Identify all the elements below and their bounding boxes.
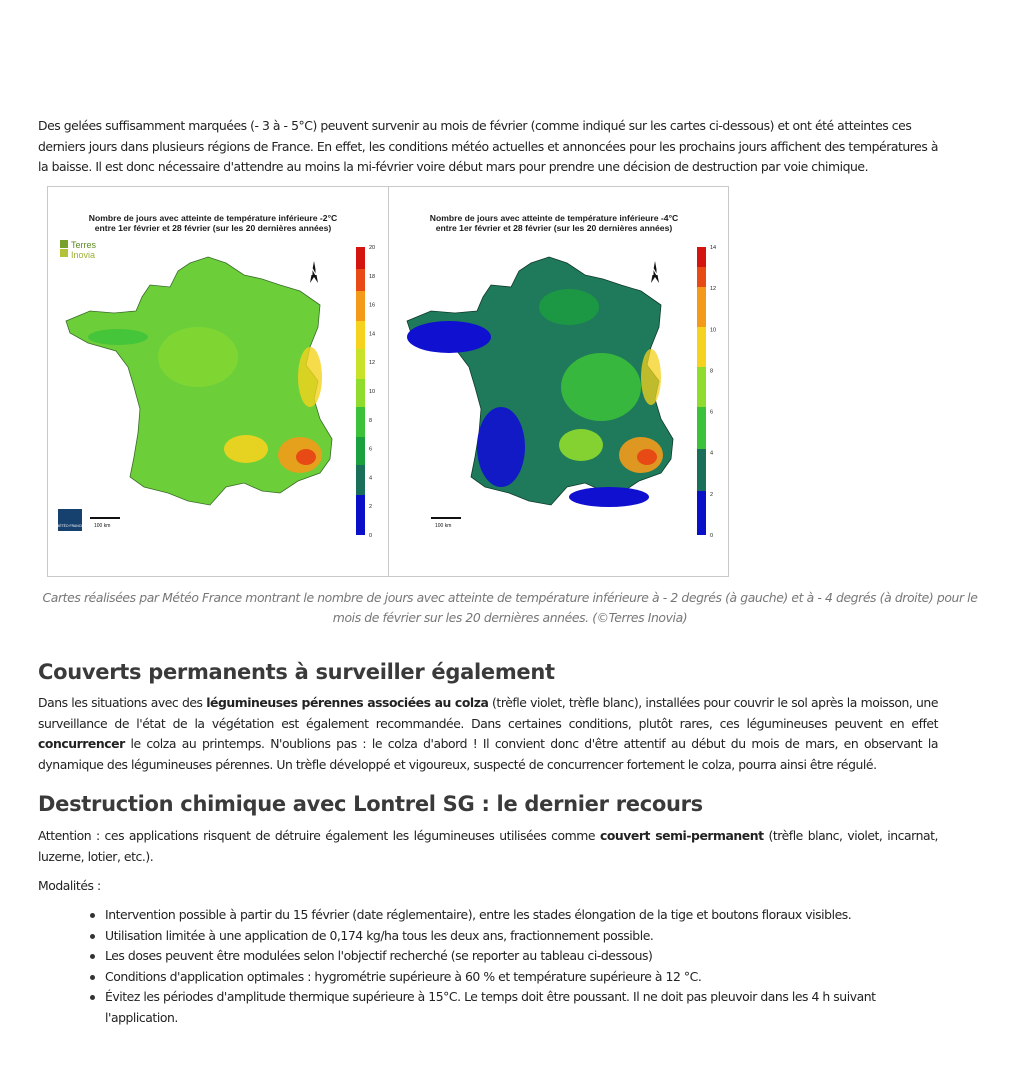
map-title-left-line1: Nombre de jours avec atteinte de température inférieure -2°C: [88, 213, 338, 223]
legend-tick-label: 6: [710, 409, 714, 416]
legend-tick-label: 18: [369, 273, 376, 280]
legend-bar-right: [697, 247, 706, 535]
legend-ticks-left: [369, 245, 375, 539]
map-title-left-line2: entre 1er février et 28 février (sur les 20 dernières années): [94, 223, 332, 233]
text-span: (trèfle violet, trèfle blanc), installées pour couvrir le sol après la moisson, une surveillance de l'état de la végétation est également recommandée. Dans certaines conditions, plutôt rares, ces légumineuses peuvent en effet: [38, 695, 939, 731]
heading-destruction-chimique: Destruction chimique avec Lontrel SG : le dernier recours: [38, 792, 703, 816]
text-span: le colza au printemps. N'oublions pas : le colza d'abord ! Il convient donc d'être attentif au début du mois de mars, en observant la dynamique des légumineuses pérennes. Un trèfle développé et vigoureux, suspecté de concurrencer fortement le colza, pourra ainsi être régulé.: [38, 736, 938, 772]
legend-tick-label: 2: [369, 504, 373, 511]
map-left-graphic: [48, 187, 387, 576]
scale-label-left: 100 km: [94, 523, 111, 529]
list-item: Les doses peuvent être modulées selon l'objectif recherché (se reporter au tableau ci-dessous): [88, 946, 888, 967]
legend-tick-label: 8: [369, 417, 373, 424]
map-right-zone-southwest: [477, 407, 525, 487]
modalites-list: [88, 905, 888, 1028]
map-left-zone-jura: [298, 347, 322, 407]
map-left-zone-massif: [224, 435, 268, 463]
legend-tick-label: 6: [369, 446, 373, 453]
figure-caption: Cartes réalisées par Météo France montrant le nombre de jours avec atteinte de température inférieure à - 2 degrés (à gauche) et à - 4 degrés (à droite) pour le mois de février sur les 20 dernières années. (©Terres Inovia): [42, 590, 978, 625]
map-right-zone-massif: [559, 429, 603, 461]
legend-tick-label: 12: [369, 360, 376, 367]
legend-tick-label: 16: [369, 302, 376, 309]
legend-tick-label: 8: [710, 368, 714, 375]
legend-ticks-right: [710, 245, 716, 539]
legend-tick-label: 12: [710, 286, 717, 293]
intro-paragraph: Des gelées suffisamment marquées (- 3 à - 5°C) peuvent survenir au mois de février (comme indiqué sur les cartes ci-dessous) et ont été atteintes ces derniers jours dans plusieurs régions de France. En effet, les conditions météo actuelles et annoncées pour les prochains jours affichent des températures à la baisse. Il est donc nécessaire d'attendre au moins la mi-février voire début mars pour prendre une décision de destruction par voie chimique.: [38, 118, 938, 174]
map-right-zone-east: [561, 353, 641, 421]
bold-span: concurrencer: [38, 736, 125, 751]
meteo-france-logo: [57, 509, 85, 531]
heading-couverts-permanents: Couverts permanents à surveiller également: [38, 660, 555, 684]
north-arrow-icon-left: [310, 261, 318, 283]
list-item: Utilisation limitée à une application de 0,174 kg/ha tous les deux ans, fractionnement possible.: [88, 926, 888, 947]
legend-tick-label: 10: [369, 389, 376, 395]
legend-tick-label: 10: [710, 327, 717, 334]
map-panel-right: [388, 187, 728, 576]
scale-label-right: 100 km: [435, 523, 452, 529]
list-item: Intervention possible à partir du 15 février (date réglementaire), entre les stades élongation de la tige et boutons floraux visibles.: [88, 905, 888, 926]
north-label-right: N: [651, 267, 659, 277]
map-right-zone-south-coast: [569, 487, 649, 507]
map-panel-left: [48, 187, 387, 576]
map-right-graphic: [389, 187, 728, 576]
paragraph-attention: [38, 826, 938, 867]
meteo-france-logo-text: MÉTÉO FRANCE: [56, 524, 84, 528]
north-arrow-icon-right: [651, 261, 659, 283]
list-item: Évitez les périodes d'amplitude thermique supérieure à 15°C. Le temps doit être poussant. Il ne doit pas pleuvoir dans les 4 h suivant l'application.: [88, 987, 888, 1028]
bold-span: légumineuses pérennes associées au colza: [206, 695, 489, 710]
text-span: Dans les situations avec des: [38, 695, 207, 710]
map-left-zone-brittany: [88, 329, 148, 345]
text-span: Attention : ces applications risquent de détruire également les légumineuses utilisées comme: [38, 828, 600, 843]
legend-tick-label: 14: [710, 245, 717, 251]
map-title-right-line1: Nombre de jours avec atteinte de température inférieure -4°C: [429, 213, 679, 223]
legend-tick-label: 2: [710, 491, 714, 498]
legend-tick-label: 14: [369, 331, 376, 338]
legend-tick-label: 0: [369, 533, 373, 539]
logo-terres-text: Terres: [71, 240, 97, 250]
frost-maps-figure: [47, 186, 729, 577]
legend-tick-label: 4: [369, 475, 373, 482]
map-left-zone-alps-peak: [296, 449, 316, 465]
legend-tick-label: 20: [369, 245, 376, 251]
paragraph-couverts: [38, 693, 938, 775]
list-item: Conditions d'application optimales : hygrométrie supérieure à 60 % et température supérieure à 12 °C.: [88, 967, 888, 988]
legend-bar-left: [356, 247, 365, 535]
legend-tick-label: 0: [710, 533, 714, 539]
logo-inovia-text: Inovia: [71, 250, 96, 260]
map-right-zone-alps-peak: [637, 449, 657, 465]
legend-tick-label: 4: [710, 450, 714, 457]
map-left-zone-center: [158, 327, 238, 387]
terres-inovia-logo: [60, 240, 97, 260]
map-right-zone-west: [407, 321, 491, 353]
text-span: (trèfle blanc, violet, incarnat, luzerne, lotier, etc.).: [38, 828, 939, 864]
map-right-zone-jura: [641, 349, 661, 405]
bold-span: couvert semi-permanent: [599, 828, 764, 843]
map-right-zone-north: [539, 289, 599, 325]
north-label-left: N: [310, 267, 318, 277]
map-title-right-line2: entre 1er février et 28 février (sur les 20 dernières années): [435, 223, 673, 233]
modalites-label: Modalités :: [38, 878, 101, 893]
